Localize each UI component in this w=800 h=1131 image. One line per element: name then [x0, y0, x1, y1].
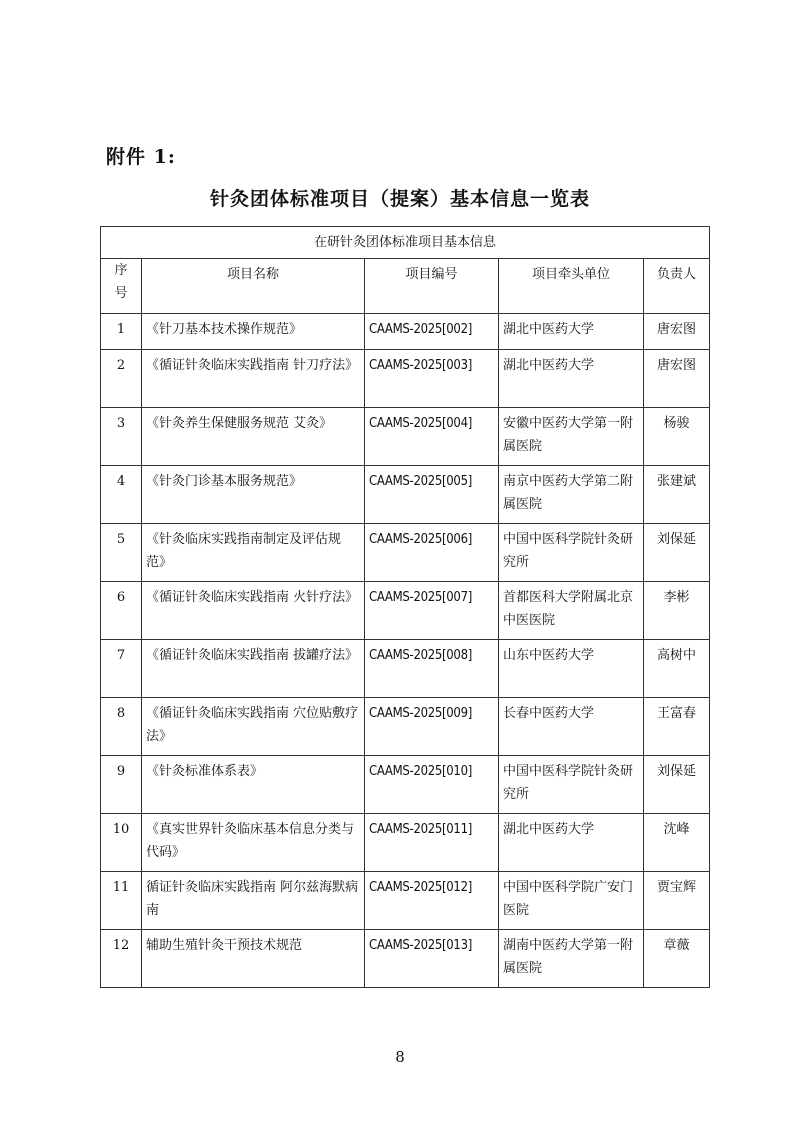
cell-name: 《循证针灸临床实践指南 火针疗法》 [142, 582, 365, 640]
cell-code: CAAMS-2025[012] [365, 872, 499, 930]
cell-name: 《针刀基本技术操作规范》 [142, 314, 365, 350]
cell-code: CAAMS-2025[004] [365, 408, 499, 466]
table-row [101, 930, 710, 988]
cell-unit: 湖北中医药大学 [499, 350, 644, 408]
cell-no: 3 [101, 408, 142, 466]
cell-code: CAAMS-2025[009] [365, 698, 499, 756]
table-row [101, 640, 710, 698]
table-header-row [101, 259, 710, 314]
column-header-code: 项目编号 [365, 259, 499, 314]
cell-no: 11 [101, 872, 142, 930]
cell-code: CAAMS-2025[007] [365, 582, 499, 640]
cell-lead: 章薇 [644, 930, 710, 988]
cell-lead: 唐宏图 [644, 314, 710, 350]
cell-lead: 贾宝辉 [644, 872, 710, 930]
table-row [101, 314, 710, 350]
cell-code: CAAMS-2025[005] [365, 466, 499, 524]
cell-no: 8 [101, 698, 142, 756]
table-row [101, 756, 710, 814]
cell-lead: 沈峰 [644, 814, 710, 872]
cell-no: 9 [101, 756, 142, 814]
cell-no: 6 [101, 582, 142, 640]
cell-name: 《真实世界针灸临床基本信息分类与代码》 [142, 814, 365, 872]
cell-code: CAAMS-2025[011] [365, 814, 499, 872]
cell-code: CAAMS-2025[003] [365, 350, 499, 408]
cell-name: 辅助生殖针灸干预技术规范 [142, 930, 365, 988]
table-row [101, 814, 710, 872]
cell-lead: 王富春 [644, 698, 710, 756]
cell-unit: 湖南中医药大学第一附属医院 [499, 930, 644, 988]
cell-name: 循证针灸临床实践指南 阿尔兹海默病南 [142, 872, 365, 930]
table-caption: 在研针灸团体标准项目基本信息 [101, 227, 710, 259]
cell-no: 2 [101, 350, 142, 408]
cell-unit: 安徽中医药大学第一附属医院 [499, 408, 644, 466]
column-header-lead: 负责人 [644, 259, 710, 314]
table-row [101, 524, 710, 582]
cell-code: CAAMS-2025[010] [365, 756, 499, 814]
table-row [101, 582, 710, 640]
cell-lead: 唐宏图 [644, 350, 710, 408]
table-row [101, 408, 710, 466]
column-header-name: 项目名称 [142, 259, 365, 314]
cell-no: 10 [101, 814, 142, 872]
cell-unit: 长春中医药大学 [499, 698, 644, 756]
table-row [101, 872, 710, 930]
table-row [101, 466, 710, 524]
cell-lead: 高树中 [644, 640, 710, 698]
page-number: 8 [395, 1048, 405, 1066]
column-header-no: 序号 [101, 259, 142, 314]
cell-lead: 杨骏 [644, 408, 710, 466]
cell-code: CAAMS-2025[013] [365, 930, 499, 988]
cell-no: 4 [101, 466, 142, 524]
cell-code: CAAMS-2025[008] [365, 640, 499, 698]
cell-name: 《针灸临床实践指南制定及评估规范》 [142, 524, 365, 582]
table-caption-row [101, 227, 710, 259]
document-title: 针灸团体标准项目（提案）基本信息一览表 [209, 188, 590, 210]
cell-unit: 山东中医药大学 [499, 640, 644, 698]
cell-lead: 李彬 [644, 582, 710, 640]
cell-name: 《针灸养生保健服务规范 艾灸》 [142, 408, 365, 466]
cell-unit: 首都医科大学附属北京中医医院 [499, 582, 644, 640]
project-table [100, 226, 710, 988]
cell-lead: 刘保延 [644, 524, 710, 582]
cell-code: CAAMS-2025[002] [365, 314, 499, 350]
cell-name: 《针灸标准体系表》 [142, 756, 365, 814]
cell-name: 《循证针灸临床实践指南 穴位贴敷疗法》 [142, 698, 365, 756]
cell-unit: 中国中医科学院针灸研究所 [499, 756, 644, 814]
table-row [101, 350, 710, 408]
cell-unit: 湖北中医药大学 [499, 314, 644, 350]
cell-unit: 南京中医药大学第二附属医院 [499, 466, 644, 524]
table-row [101, 698, 710, 756]
cell-name: 《循证针灸临床实践指南 针刀疗法》 [142, 350, 365, 408]
column-header-unit: 项目牵头单位 [499, 259, 644, 314]
cell-lead: 张建斌 [644, 466, 710, 524]
cell-no: 7 [101, 640, 142, 698]
cell-name: 《循证针灸临床实践指南 拔罐疗法》 [142, 640, 365, 698]
cell-name: 《针灸门诊基本服务规范》 [142, 466, 365, 524]
cell-no: 5 [101, 524, 142, 582]
cell-unit: 中国中医科学院针灸研究所 [499, 524, 644, 582]
cell-no: 1 [101, 314, 142, 350]
attachment-label: 附件 1: [106, 146, 176, 168]
cell-no: 12 [101, 930, 142, 988]
cell-code: CAAMS-2025[006] [365, 524, 499, 582]
cell-unit: 湖北中医药大学 [499, 814, 644, 872]
cell-lead: 刘保延 [644, 756, 710, 814]
cell-unit: 中国中医科学院广安门医院 [499, 872, 644, 930]
